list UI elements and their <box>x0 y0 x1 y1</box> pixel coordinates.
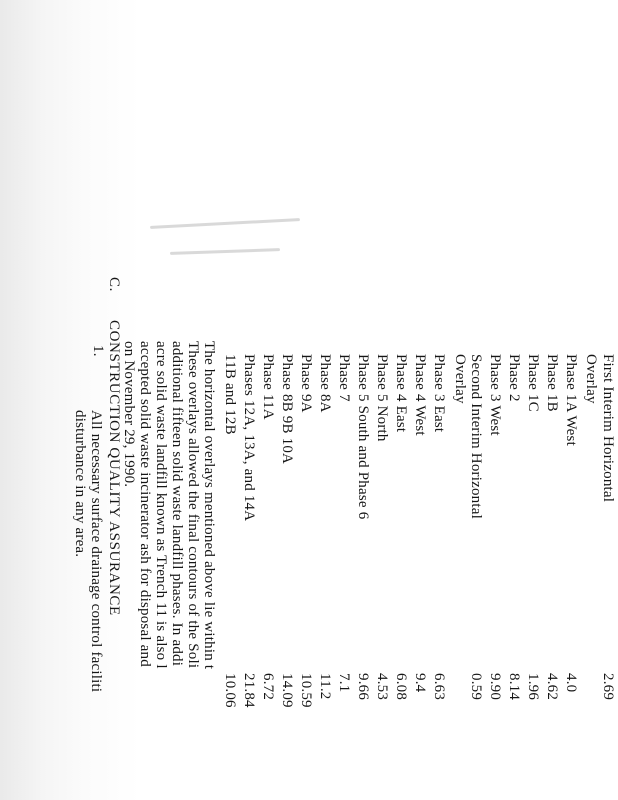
section-title: CONSTRUCTION QUALITY ASSURANCE <box>106 320 122 616</box>
table-row-value: 4.53 <box>374 673 390 701</box>
table-row-label: Phase 11A <box>260 354 276 420</box>
item-text-line: disturbance in any area. <box>72 410 88 558</box>
table-row-value: 21.84 <box>241 673 257 708</box>
table-row-label: Phases 12A, 13A, and 14A <box>241 354 257 522</box>
table-row-label: Phase 7 <box>336 354 352 402</box>
table-row-label: Second Interim Horizontal <box>468 354 484 519</box>
section-letter: C. <box>106 277 122 292</box>
table-row-label: 11B and 12B <box>222 354 238 435</box>
table-row-value: 4.0 <box>563 673 579 693</box>
table-row-value: 9.90 <box>487 673 503 701</box>
table-row-value: 0.59 <box>468 673 484 701</box>
table-row-label: Phase 1C <box>525 354 541 412</box>
table-row-value: 11.2 <box>317 673 333 700</box>
table-row-value: 8.14 <box>506 673 522 701</box>
table-row-label: Phase 8B 9B 10A <box>279 354 295 465</box>
item-number: 1. <box>90 345 106 357</box>
table-row-label: Phase 3 West <box>487 354 503 436</box>
table-row-label: Overlay <box>583 354 599 404</box>
table-row-value: 6.72 <box>260 673 276 701</box>
table-row-label: Phase 1A West <box>563 354 579 446</box>
table-row-label: First Interim Horizontal <box>600 354 616 503</box>
table-row-label: Phase 2 <box>506 354 522 402</box>
paragraph-line: These overlays allowed the final contours of the Soli <box>185 341 201 669</box>
table-row-value: 10.06 <box>222 673 238 708</box>
paragraph-line: acre solid waste landfill known as Trench 11 is also l <box>153 341 169 669</box>
table-row-label: Phase 4 West <box>412 354 428 436</box>
item-text-line: All necessary surface drainage control faciliti <box>88 410 104 693</box>
table-row-value: 7.1 <box>336 673 352 693</box>
table-row-value: 2.69 <box>600 673 616 701</box>
table-row-label: Phase 8A <box>317 354 333 413</box>
paragraph-line: accepted solid waste incinerator ash for disposal and <box>137 341 153 667</box>
table-row-value: 10.59 <box>298 673 314 708</box>
table-row-value: 1.96 <box>525 673 541 701</box>
table-row-label: Phase 3 East <box>431 354 447 433</box>
table-row-label: Overlay <box>452 354 468 404</box>
table-row-label: Phase 5 South and Phase 6 <box>355 354 371 520</box>
table-row-value: 6.63 <box>431 673 447 701</box>
table-row-value: 9.4 <box>412 673 428 693</box>
table-row-value: 14.09 <box>279 673 295 708</box>
table-row-value: 4.62 <box>544 673 560 701</box>
paragraph-line: on November 29, 1990. <box>121 341 137 488</box>
table-row-label: Phase 4 East <box>393 354 409 433</box>
table-row-label: Phase 1B <box>544 354 560 412</box>
table-row-label: Phase 5 North <box>374 354 390 442</box>
table-row-value: 6.08 <box>393 673 409 701</box>
paragraph-line: additional fifteen solid waste landfill phases. In addi <box>169 341 185 667</box>
table-row-label: Phase 9A <box>298 354 314 413</box>
table-row-value: 9.66 <box>355 673 371 701</box>
paragraph-line: The horizontal overlays mentioned above lie within t <box>201 341 217 670</box>
